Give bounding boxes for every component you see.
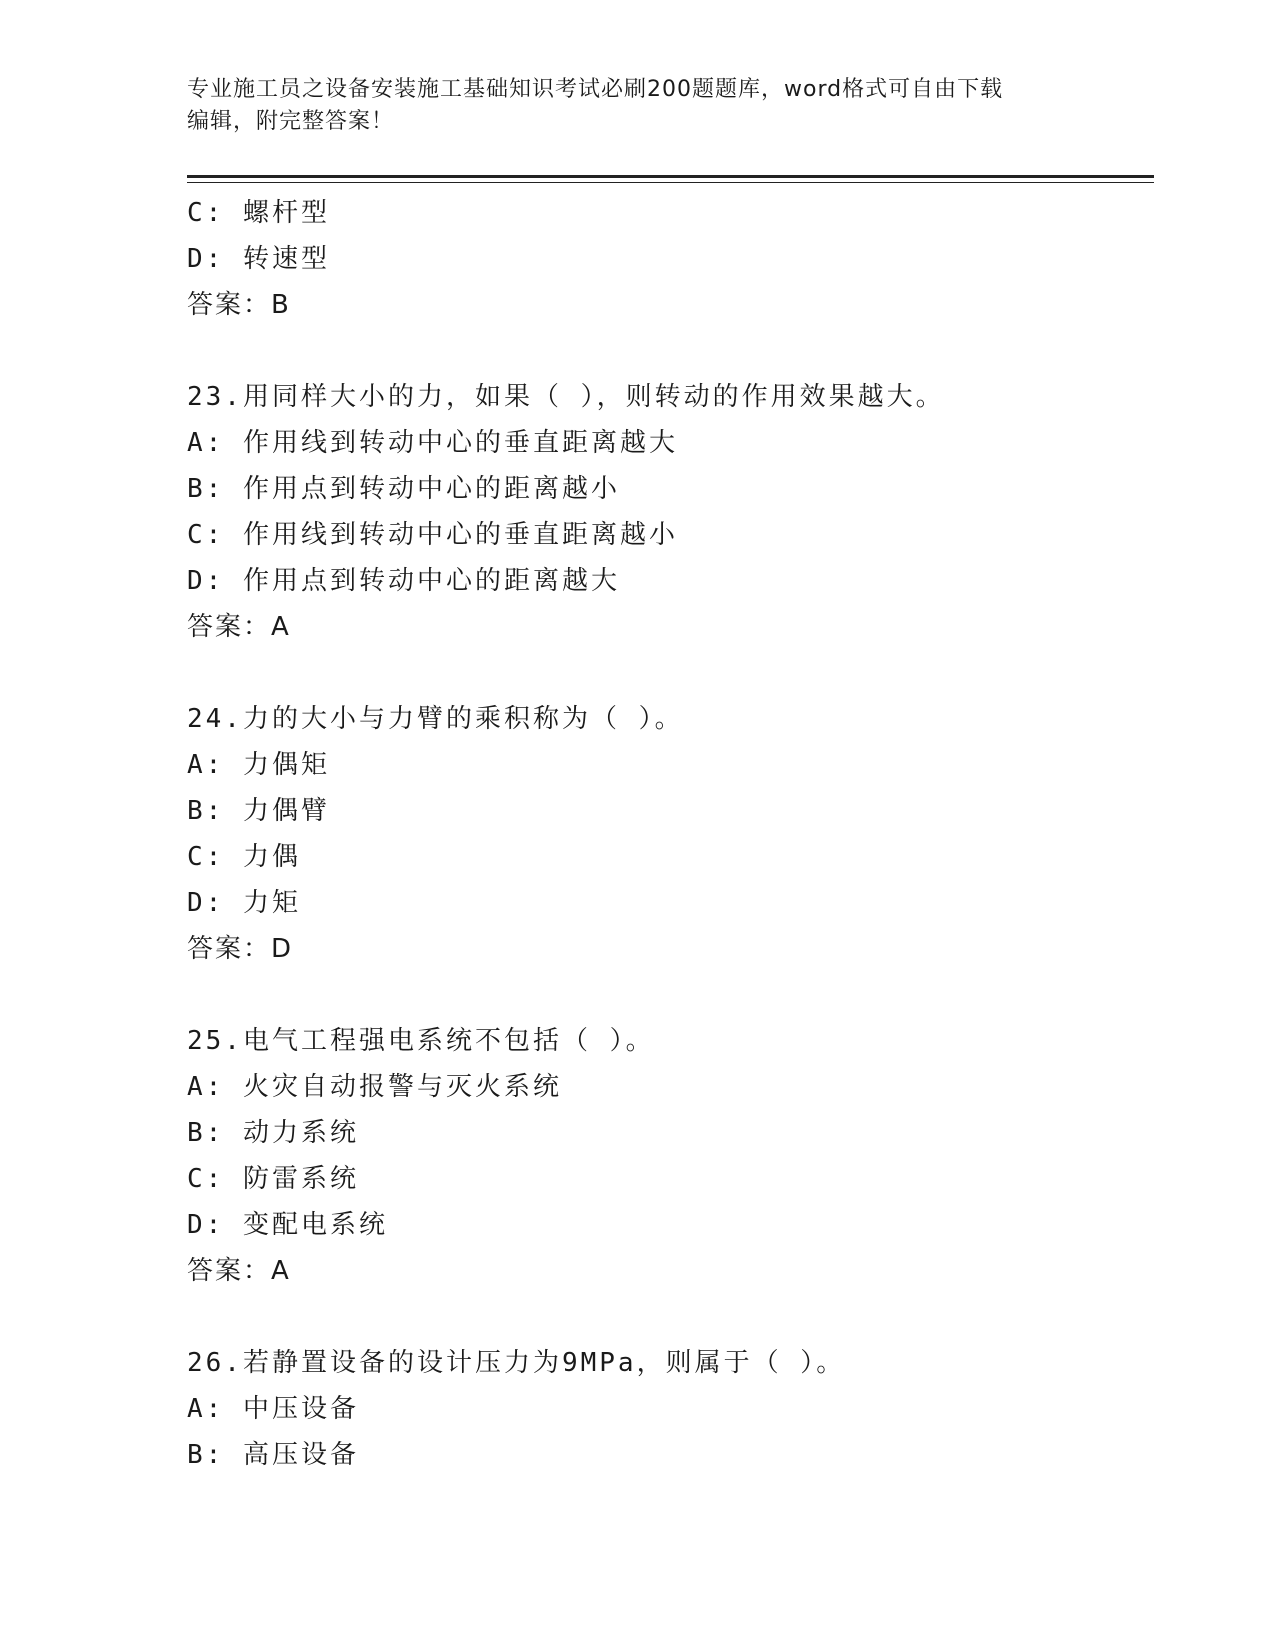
spacer [187, 1294, 1154, 1340]
option-d: D: 变配电系统 [187, 1210, 388, 1240]
question-text: 24.力的大小与力臂的乘积称为（ ）。 [187, 704, 684, 734]
option-b: B: 力偶臂 [187, 796, 330, 826]
answer-line: 答案：A [187, 612, 291, 642]
spacer [187, 972, 1154, 1018]
header-title-line-1: 专业施工员之设备安装施工基础知识考试必刷200题题库，word格式可自由下载 [187, 77, 1004, 102]
option-c: C: 防雷系统 [187, 1164, 359, 1194]
option-c: C: 作用线到转动中心的垂直距离越小 [187, 520, 678, 550]
option-a: A: 中压设备 [187, 1394, 359, 1424]
option-b: B: 作用点到转动中心的距离越小 [187, 474, 620, 504]
question-text: 25.电气工程强电系统不包括（ ）。 [187, 1026, 655, 1056]
option-d: D: 力矩 [187, 888, 301, 918]
question-list [187, 190, 1154, 1478]
question-text: 23.用同样大小的力，如果（ ），则转动的作用效果越大。 [187, 382, 945, 412]
option-d: D: 作用点到转动中心的距离越大 [187, 566, 620, 596]
question-26 [187, 1340, 1154, 1478]
question-23 [187, 374, 1154, 650]
answer-line: 答案：D [187, 934, 294, 964]
spacer [187, 650, 1154, 696]
option-d: D: 转速型 [187, 244, 330, 274]
answer-line: 答案：A [187, 1256, 291, 1286]
answer-line: 答案：B [187, 290, 291, 320]
option-c: C: 螺杆型 [187, 198, 330, 228]
question-22-fragment [187, 190, 1154, 328]
spacer [187, 328, 1154, 374]
header-title-line-2: 编辑，附完整答案！ [187, 109, 395, 134]
option-b: B: 动力系统 [187, 1118, 359, 1148]
option-a: A: 力偶矩 [187, 750, 330, 780]
option-a: A: 作用线到转动中心的垂直距离越大 [187, 428, 678, 458]
document-header [187, 74, 1067, 138]
option-c: C: 力偶 [187, 842, 301, 872]
question-text: 26.若静置设备的设计压力为9MPa，则属于（ ）。 [187, 1348, 846, 1378]
option-b: B: 高压设备 [187, 1440, 359, 1470]
header-divider-thick [187, 175, 1154, 178]
header-divider-thin [187, 182, 1154, 183]
option-a: A: 火灾自动报警与灭火系统 [187, 1072, 562, 1102]
question-25 [187, 1018, 1154, 1294]
question-24 [187, 696, 1154, 972]
